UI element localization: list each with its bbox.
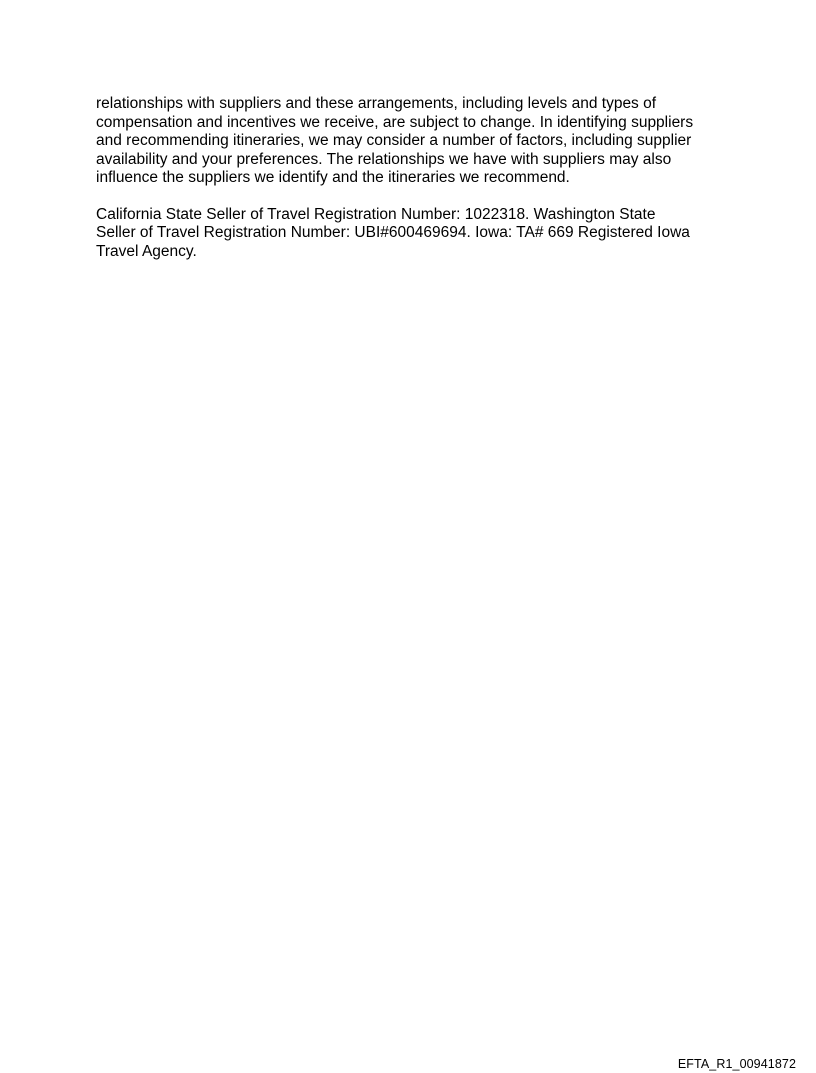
paragraph-line: relationships with suppliers and these arrangements, including levels and types of — [96, 95, 657, 112]
registration-numbers-paragraph — [96, 206, 736, 262]
paragraph-line: influence the suppliers we identify and the itineraries we recommend. — [96, 169, 570, 186]
supplier-relationships-paragraph — [96, 95, 736, 188]
document-body — [96, 95, 736, 261]
paragraph-line: compensation and incentives we receive, are subject to change. In identifying suppliers — [96, 113, 694, 131]
paragraph-line: Seller of Travel Registration Number: UBI#600469694. Iowa: TA# 669 Registered Iowa — [96, 224, 690, 241]
paragraph-line: availability and your preferences. The relationships we have with suppliers may also — [96, 150, 672, 168]
document-id-footer: EFTA_R1_00941872 — [677, 1057, 796, 1071]
paragraph-line: Travel Agency. — [96, 242, 197, 260]
paragraph-line: California State Seller of Travel Registration Number: 1022318. Washington State — [96, 205, 656, 223]
paragraph-line: and recommending itineraries, we may consider a number of factors, including supplier — [96, 132, 692, 149]
